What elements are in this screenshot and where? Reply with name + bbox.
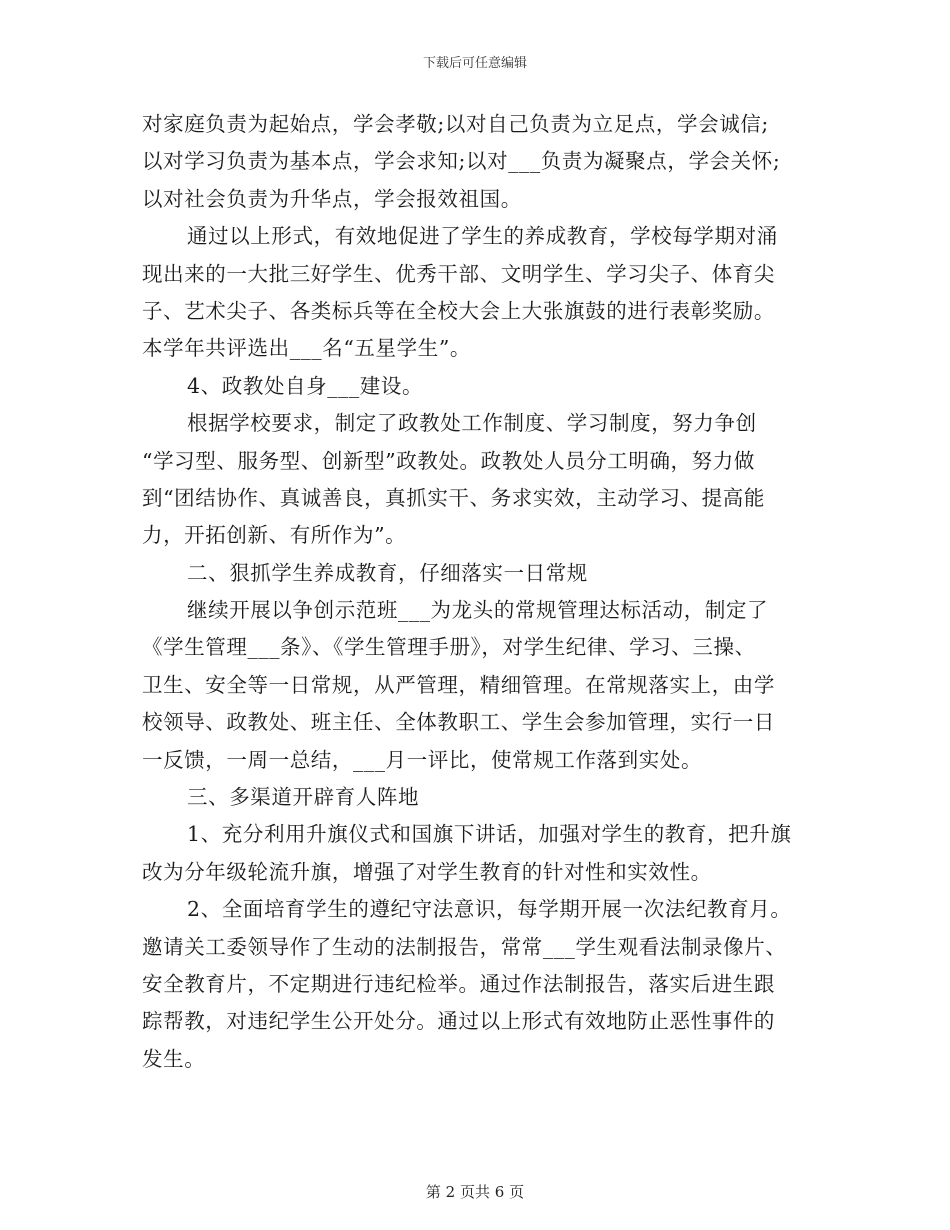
- text-line: 现出来的一大批三好学生、优秀干部、文明学生、学习尖子、体育尖: [142, 261, 775, 286]
- text-line: 卫生、安全等一日常规，从严管理，精细管理。在常规落实上，由学: [142, 672, 775, 697]
- text-line: 对家庭负责为起始点，学会孝敬;以对自己负责为立足点，学会诚信;: [142, 112, 769, 136]
- paragraph-start: 根据学校要求，制定了政教处工作制度、学习制度，努力争创: [187, 411, 757, 436]
- text-line: 以对社会负责为升华点，学会报效祖国。: [142, 186, 522, 211]
- paragraph-start: 继续开展以争创示范班___为龙头的常规管理达标活动，制定了: [187, 598, 769, 623]
- document-body: [142, 106, 814, 1078]
- section-heading: 二、狠抓学生养成教育，仔细落实一日常规: [187, 560, 588, 585]
- text-line: 力，开拓创新、有所作为”。: [142, 523, 407, 548]
- text-line: 改为分年级轮流升旗，增强了对学生教育的针对性和实效性。: [142, 859, 712, 884]
- text-line: 邀请关工委领导作了生动的法制报告，常常___学生观看法制录像片、: [142, 934, 787, 959]
- text-line: 安全教育片，不定期进行违纪检举。通过作法制报告，落实后进生跟: [142, 971, 775, 996]
- text-line: 本学年共评选出___名“五星学生”。: [142, 336, 472, 361]
- page-header: 下载后可任意编辑: [422, 56, 527, 71]
- text-line: 子、艺术尖子、各类标兵等在全校大会上大张旗鼓的进行表彰奖励。: [142, 298, 775, 323]
- paragraph-start: 通过以上形式，有效地促进了学生的养成教育，学校每学期对涌: [187, 224, 778, 249]
- text-line: 《学生管理___条》、《学生管理手册》，对学生纪律、学习、三操、: [142, 635, 756, 660]
- text-line: 一反馈，一周一总结，___月一评比，使常规工作落到实处。: [142, 747, 703, 772]
- paragraph-start: 1、充分利用升旗仪式和国旗下讲话，加强对学生的教育，把升旗: [187, 822, 792, 847]
- text-line: 以对学习负责为基本点，学会求知;以对___负责为凝聚点，学会关怀;: [142, 149, 781, 174]
- section-heading: 4、政教处自身___建设。: [187, 373, 424, 398]
- section-heading: 三、多渠道开辟育人阵地: [187, 785, 420, 810]
- page-number: 第 2 页共 6 页: [425, 1183, 525, 1201]
- text-line: “学习型、服务型、创新型”政教处。政教处人员分工明确，努力做: [142, 448, 755, 473]
- text-line: 踪帮教，对违纪学生公开处分。通过以上形式有效地防止恶性事件的: [142, 1009, 775, 1034]
- text-line: 校领导、政教处、班主任、全体教职工、学生会参加管理，实行一日: [142, 710, 775, 735]
- paragraph-start: 2、全面培育学生的遵纪守法意识，每学期开展一次法纪教育月。: [187, 897, 792, 922]
- text-line: 发生。: [142, 1046, 206, 1071]
- text-line: 到“团结协作、真诚善良，真抓实干、务求实效，主动学习、提高能: [142, 485, 765, 510]
